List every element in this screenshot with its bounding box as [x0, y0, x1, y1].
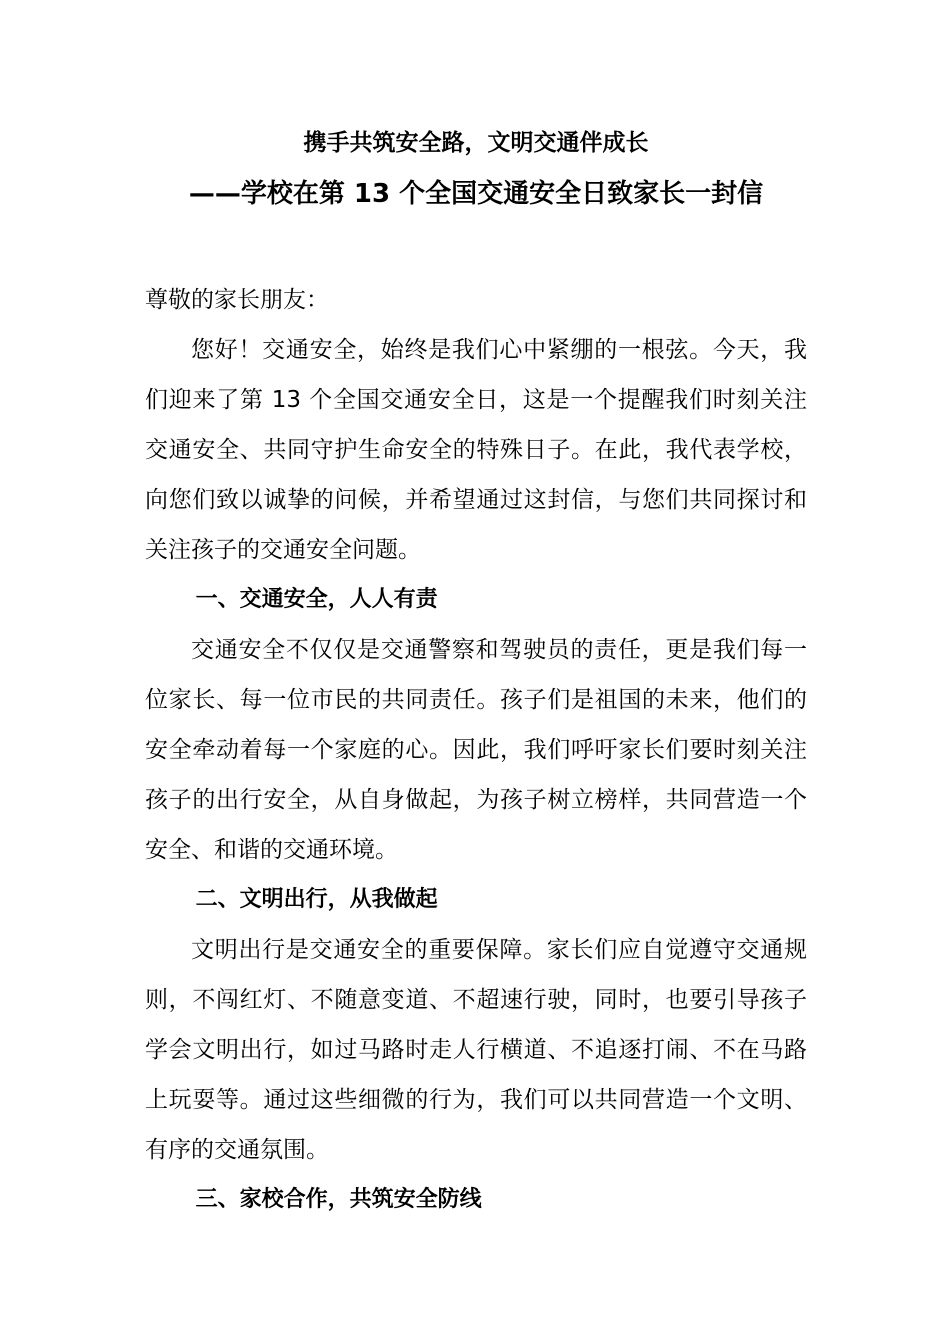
- letter-page: [145, 128, 807, 1225]
- section-heading-2: 二、文明出行，从我做起: [195, 887, 438, 912]
- intro-paragraph: 您好！交通安全，始终是我们心中紧绷的一根弦。今天，我们迎来了第 13 个全国交通安全日，这是一个提醒我们时刻关注交通安全、共同守护生命安全的特殊日子。在此，我代表学校，向您们致以诚挚的问候，并希望通过这封信，与您们共同探讨和关注孩子的交通安全问题。: [145, 337, 807, 563]
- section-body-1: 交通安全不仅仅是交通警察和驾驶员的责任，更是我们每一位家长、每一位市民的共同责任。孩子们是祖国的未来，他们的安全牵动着每一个家庭的心。因此，我们呼吁家长们要时刻关注孩子的出行安全，从自身做起，为孩子树立榜样，共同营造一个安全、和谐的交通环境。: [145, 637, 807, 863]
- section-heading-3: 三、家校合作，共筑安全防线: [195, 1187, 482, 1212]
- salutation: 尊敬的家长朋友：: [145, 287, 329, 313]
- section-heading-1: 一、交通安全，人人有责: [195, 587, 438, 612]
- section-body-2: 文明出行是交通安全的重要保障。家长们应自觉遵守交通规则，不闯红灯、不随意变道、不超速行驶，同时，也要引导孩子学会文明出行，如过马路时走人行横道、不追逐打闹、不在马路上玩耍等。通过这些细微的行为，我们可以共同营造一个文明、有序的交通氛围。: [145, 937, 807, 1163]
- document-title: 携手共筑安全路，文明交通伴成长: [303, 130, 649, 156]
- document-subtitle: ——学校在第 13 个全国交通安全日致家长一封信: [188, 179, 764, 209]
